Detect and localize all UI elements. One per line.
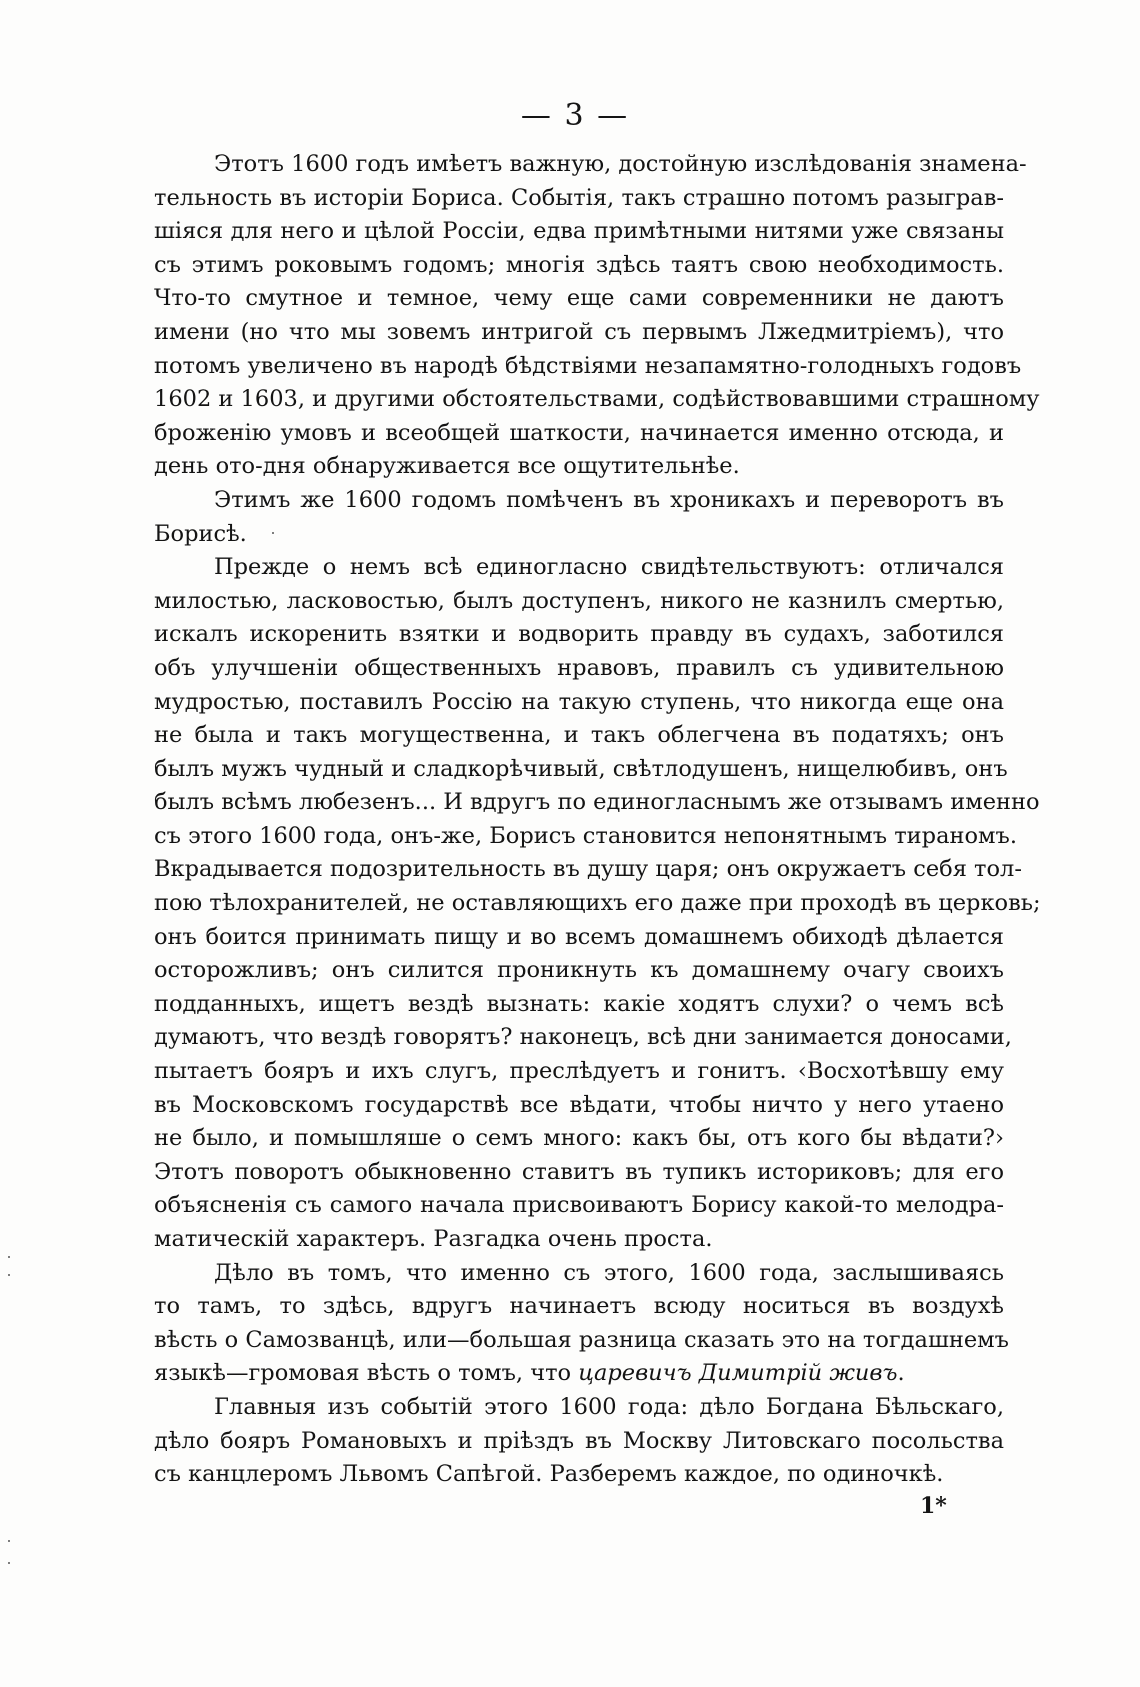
scan-speck [8, 1540, 10, 1542]
text-line: имени (но что мы зовемъ интригой съ первымъ Лжедмитріемъ), что [154, 318, 1004, 345]
text-segment: языкѣ—громовая вѣсть о томъ, что [154, 1360, 579, 1387]
text-line: не было, и помышляше о семъ много: какъ бы, отъ кого бы вѣдати?› [154, 1125, 1004, 1152]
text-line: думаютъ, что вездѣ говорятъ? наконецъ, всѣ дни занимается доносами, [154, 1024, 1012, 1051]
body-text [154, 148, 1041, 1492]
paragraph [154, 1257, 1009, 1391]
text-line: мудростью, поставилъ Россію на такую ступень, что никогда еще она [154, 688, 1004, 715]
text-line: 1602 и 1603, и другими обстоятельствами, содѣйствовавшими страшному [154, 386, 1040, 413]
text-line: съ этого 1600 года, онъ-же, Борисъ становится непонятнымъ тираномъ. [154, 822, 1017, 849]
italic-phrase: царевичъ Димитрій живъ [578, 1360, 898, 1387]
text-line: Что-то смутное и темное, чему еще сами современники не даютъ [154, 285, 1004, 312]
text-line: съ этимъ роковымъ годомъ; многія здѣсь таятъ свою необходимость. [154, 251, 1004, 278]
text-line: Этимъ же 1600 годомъ помѣченъ въ хроникахъ и переворотъ въ [214, 486, 1004, 513]
scan-speck [8, 1256, 10, 1258]
scan-speck [8, 1274, 10, 1276]
text-line: Прежде о немъ всѣ единогласно свидѣтельствуютъ: отличался [214, 554, 1004, 581]
paragraph [154, 1391, 1004, 1492]
text-line: искалъ искоренить взятки и водворить правду въ судахъ, заботился [154, 621, 1004, 648]
scan-speck [272, 532, 274, 534]
page-number: — 3 — [520, 98, 630, 133]
text-line: то тамъ, то здѣсь, вдругъ начинаетъ всюду носиться въ воздухѣ [154, 1293, 1004, 1320]
text-segment: . [897, 1360, 905, 1387]
text-line: броженію умовъ и всеобщей шаткости, начинается именно отсюда, и [154, 419, 1004, 446]
scan-speck [8, 1562, 10, 1564]
text-line: Этотъ 1600 годъ имѣетъ важную, достойную изслѣдованія знамена- [214, 151, 1027, 177]
text-line: онъ боится принимать пищу и во всемъ домашнемъ обиходѣ дѣлается [154, 923, 1004, 950]
text-line: съ канцлеромъ Львомъ Сапѣгой. Разберемъ каждое, по одиночкѣ. [154, 1461, 944, 1488]
text-line: былъ мужъ чудный и сладкорѣчивый, свѣтлодушенъ, нищелюбивъ, онъ [154, 755, 1008, 782]
text-line: Борисѣ. [154, 520, 247, 547]
text-line: матическій характеръ. Разгадка очень проста. [154, 1226, 713, 1252]
text-line: Дѣло въ томъ, что именно съ этого, 1600 года, заслышиваясь [214, 1259, 1004, 1286]
text-line: Этотъ поворотъ обыкновенно ставитъ въ тупикъ историковъ; для его [154, 1158, 1004, 1185]
text-line: пытаетъ бояръ и ихъ слугъ, преслѣдуетъ и гонитъ. ‹Восхотѣвшу ему [154, 1058, 1004, 1085]
text-line [154, 1357, 1004, 1391]
text-line: день ото-дня обнаруживается все ощутительнѣе. [154, 453, 740, 480]
text-line: въ Московскомъ государствѣ все вѣдати, чтобы ничто у него утаено [154, 1091, 1004, 1118]
text-line: объясненія съ самого начала присвоиваютъ Борису какой-то мелодра- [154, 1192, 1004, 1219]
text-line: тельность въ исторіи Бориса. Событія, такъ страшно потомъ разыграв- [154, 184, 1004, 211]
text-line: Вкрадывается подозрительность въ душу царя; онъ окружаетъ себя тол- [154, 856, 1022, 883]
text-line: подданныхъ, ищетъ вездѣ вызнать: какіе ходятъ слухи? о чемъ всѣ [154, 990, 1004, 1017]
signature-mark: 1* [920, 1493, 947, 1519]
text-line: потомъ увеличено въ народѣ бѣдствіями незапамятно-голодныхъ годовъ [154, 352, 1022, 379]
text-line: былъ всѣмъ любезенъ... И вдругъ по единогласнымъ же отзывамъ именно [154, 789, 1040, 816]
text-line: вѣсть о Самозванцѣ, или—большая разница сказать это на тогдашнемъ [154, 1326, 1009, 1353]
text-line: пою тѣлохранителей, не оставляющихъ его даже при проходѣ въ церковь; [154, 890, 1041, 917]
paragraph [154, 148, 1040, 484]
paragraph [154, 551, 1041, 1256]
text-line: осторожливъ; онъ силится проникнуть къ домашнему очагу своихъ [154, 957, 1004, 984]
text-line: не была и такъ могущественна, и такъ облегчена въ податяхъ; онъ [154, 722, 1004, 749]
text-line: объ улучшеніи общественныхъ нравовъ, правилъ съ удивительною [154, 654, 1004, 681]
paragraph [154, 484, 1004, 551]
text-line: шіяся для него и цѣлой Россіи, едва примѣтными нитями уже связаны [154, 218, 1004, 245]
text-line: Главныя изъ событій этого 1600 года: дѣло Богдана Бѣльскаго, [214, 1393, 1004, 1420]
text-line: дѣло бояръ Романовыхъ и пріѣздъ въ Москву Литовскаго посольства [154, 1427, 1004, 1454]
text-line: милостью, ласковостью, былъ доступенъ, никого не казнилъ смертью, [154, 587, 1004, 614]
